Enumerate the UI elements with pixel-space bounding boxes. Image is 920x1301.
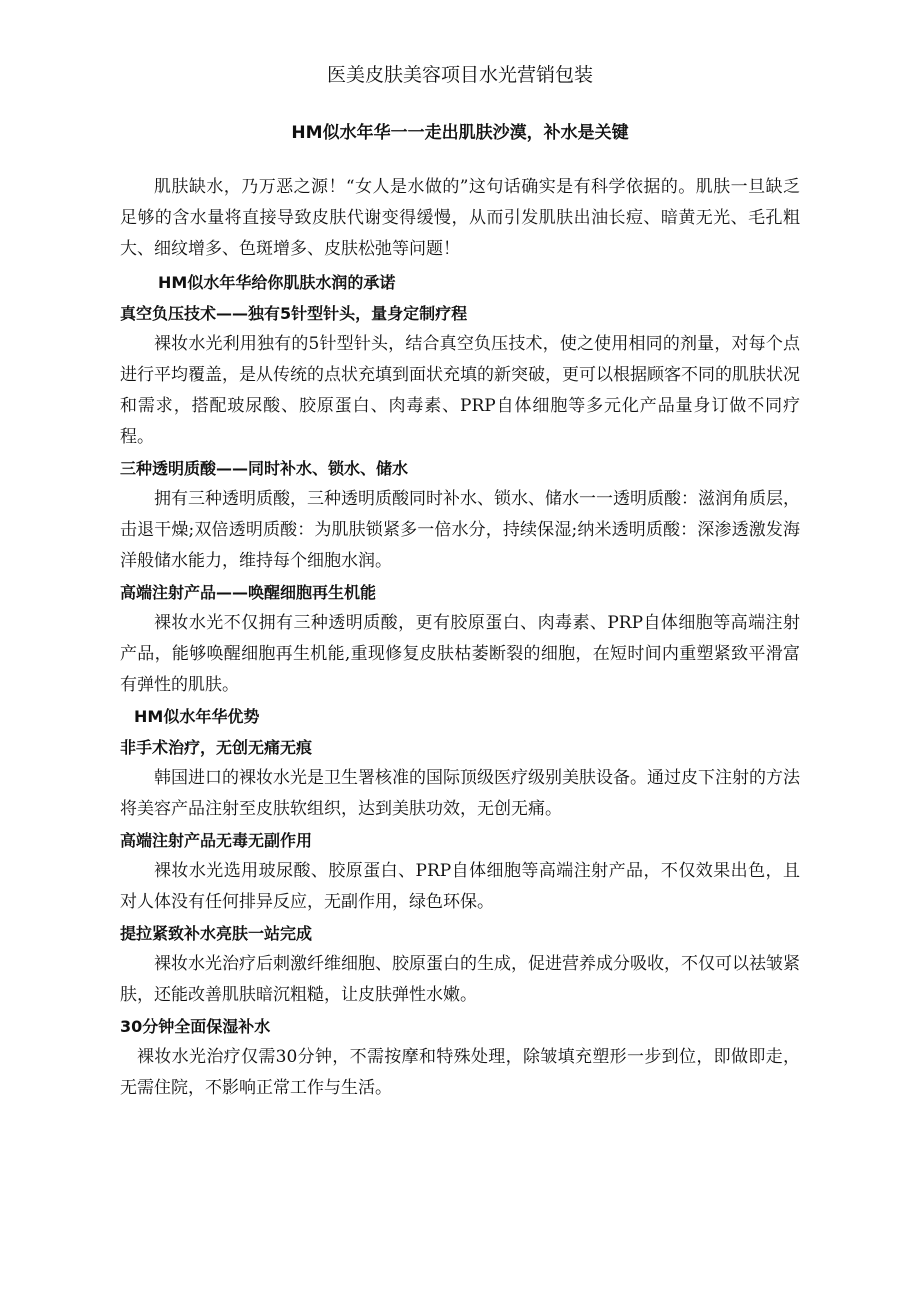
paragraph-hyaluronic-acid: 拥有三种透明质酸，三种透明质酸同时补水、锁水、储水一一透明质酸：滋润角质层，击退干燥;双倍透明质酸：为肌肤锁紧多一倍水分，持续保湿;纳米透明质酸：深渗透激发海洋般储水能力，维持每个细胞水润。: [120, 489, 800, 571]
paragraph-no-side-effects: 裸妆水光选用玻尿酸、胶原蛋白、PRP自体细胞等高端注射产品，不仅效果出色，且对人体没有任何排异反应，无副作用，绿色环保。: [120, 861, 800, 912]
subheading-30-minutes: 30分钟全面保湿补水: [120, 1017, 271, 1036]
document-body: [120, 172, 800, 1104]
subheading-injection-products: 高端注射产品——唤醒细胞再生机能: [120, 583, 377, 602]
subheading-non-surgical: 非手术治疗，无创无痛无痕: [120, 738, 313, 757]
intro-paragraph: 肌肤缺水，乃万恶之源！“女人是水做的”这句话确实是有科学依据的。肌肤一旦缺乏足够的含水量将直接导致皮肤代谢变得缓慢，从而引发肌肤出油长痘、暗黄无光、毛孔粗大、细纹增多、色斑增多、皮肤松弛等问题！: [120, 177, 800, 259]
section-heading-advantages: HM似水年华优势: [134, 707, 260, 726]
paragraph-30-minutes: 裸妆水光治疗仅需30分钟，不需按摩和特殊处理，除皱填充塑形一步到位，即做即走，无需住院，不影响正常工作与生活。: [120, 1047, 800, 1098]
paragraph-non-surgical: 韩国进口的裸妆水光是卫生署核准的国际顶级医疗级别美肤设备。通过皮下注射的方法将美容产品注射至皮肤软组织，达到美肤功效，无创无痛。: [120, 768, 800, 819]
subheading-vacuum-technology: 真空负压技术——独有5针型针头，量身定制疗程: [120, 304, 468, 323]
document-title: 医美皮肤美容项目水光营销包装: [326, 64, 593, 86]
subheading-no-side-effects: 高端注射产品无毒无副作用: [120, 831, 313, 850]
section-heading-promise: HM似水年华给你肌肤水润的承诺: [158, 273, 396, 292]
subheading-lifting-firming: 提拉紧致补水亮肤一站完成: [120, 924, 313, 943]
subheading-hyaluronic-acid: 三种透明质酸——同时补水、锁水、储水: [120, 459, 409, 478]
paragraph-lifting-firming: 裸妆水光治疗后刺激纤维细胞、胶原蛋白的生成，促进营养成分吸收，不仅可以祛皱紧肤，还能改善肌肤暗沉粗糙，让皮肤弹性水嫩。: [120, 954, 800, 1005]
paragraph-injection-products: 裸妆水光不仅拥有三种透明质酸，更有胶原蛋白、肉毒素、PRP自体细胞等高端注射产品，能够唤醒细胞再生机能,重现修复皮肤枯萎断裂的细胞，在短时间内重塑紧致平滑富有弹性的肌肤。: [120, 613, 800, 695]
document-subtitle: HM似水年华一一走出肌肤沙漠，补水是关键: [291, 123, 629, 143]
paragraph-vacuum-technology: 裸妆水光利用独有的5针型针头，结合真空负压技术，使之使用相同的剂量，对每个点进行平均覆盖，是从传统的点状充填到面状充填的新突破，更可以根据顾客不同的肌肤状况和需求，搭配玻尿酸、胶原蛋白、肉毒素、PRP自体细胞等多元化产品量身订做不同疗程。: [120, 334, 800, 447]
